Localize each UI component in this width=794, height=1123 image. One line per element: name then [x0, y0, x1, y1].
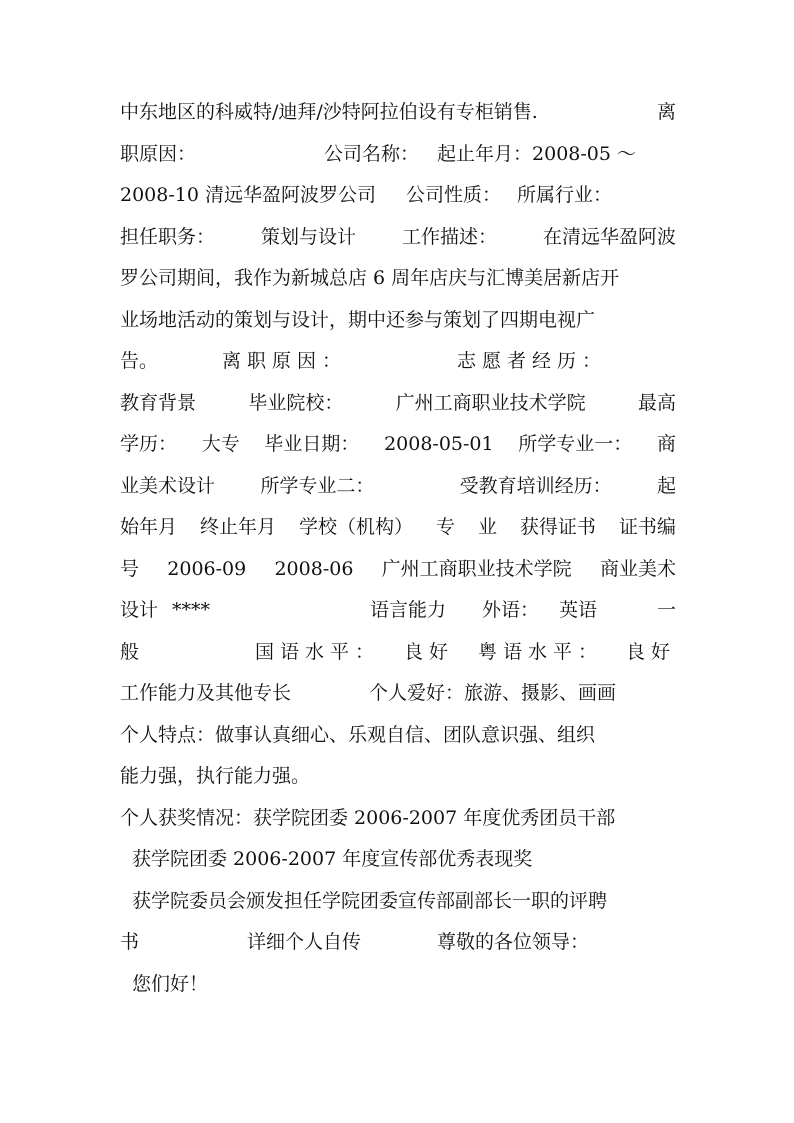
text-line: [120, 300, 676, 342]
text-segment: 终止年月: [199, 516, 276, 538]
text-line: [120, 590, 676, 632]
text-segment: 号: [120, 557, 140, 580]
text-segment: 外语：: [482, 599, 540, 621]
text-segment: 起: [656, 474, 676, 497]
text-segment: 最高: [637, 391, 676, 414]
text-segment: 2008-06: [274, 557, 354, 580]
text-segment: 设计: [120, 599, 159, 621]
text-segment: 工作描述：: [401, 225, 497, 248]
text-line: [120, 881, 676, 923]
text-line: [120, 798, 676, 840]
text-segment: 2006-09: [167, 557, 247, 580]
text-line: [120, 424, 676, 466]
text-segment: 国语水平：: [255, 640, 381, 663]
text-line: [120, 632, 676, 674]
text-line: [120, 217, 676, 259]
text-segment: 个人获奖情况：获学院团委 2006-2007 年度优秀团员干部: [120, 806, 616, 829]
text-segment: 2008-05-01: [384, 433, 494, 455]
text-line: [120, 673, 676, 715]
text-segment: 语言能力: [370, 599, 447, 621]
text-segment: 受教育培训经历：: [459, 474, 612, 497]
text-segment: 尊敬的各位领导：: [437, 931, 590, 953]
text-segment: 中东地区的科威特/迪拜/沙特阿拉伯设有专柜销售.: [120, 101, 538, 123]
text-line: [120, 922, 676, 964]
text-segment: 教育背景: [120, 391, 197, 414]
text-line: [120, 507, 676, 549]
text-segment: 毕业日期：: [264, 433, 360, 455]
text-segment: 离职原因：: [222, 350, 348, 372]
text-segment: 商: [656, 433, 676, 455]
text-segment: 业场地活动的策划与设计，期中还参与策划了四期电视广: [120, 308, 596, 331]
text-segment: 工作能力及其他专长: [120, 682, 292, 704]
text-segment: 般: [120, 640, 140, 663]
text-segment: 获得证书: [519, 516, 596, 538]
text-segment: 业美术设计: [120, 474, 216, 497]
text-line: [120, 341, 676, 383]
text-segment: 大专: [201, 433, 240, 455]
text-segment: 个人爱好：旅游、摄影、画画: [369, 682, 617, 704]
text-segment: 在清远华盈阿波: [542, 225, 676, 248]
text-segment: 2008-10 清远华盈阿波罗公司: [120, 184, 376, 206]
text-segment: 策划与设计: [260, 225, 356, 248]
text-segment: 所学专业二：: [260, 474, 375, 497]
text-segment: 担任职务：: [120, 225, 216, 248]
text-segment: 业: [477, 516, 497, 538]
text-segment: 您们好！: [132, 972, 209, 995]
text-line: [120, 549, 676, 591]
text-segment: 职原因：: [120, 142, 197, 165]
text-line: [120, 92, 676, 134]
text-segment: 公司名称：: [324, 142, 420, 165]
text-segment: 所属行业：: [517, 184, 613, 206]
text-segment: 获学院团委 2006-2007 年度宣传部优秀表现奖: [132, 848, 533, 870]
text-segment: 良好: [404, 640, 455, 663]
text-segment: 获学院委员会颁发担任学院团委宣传部副部长一职的评聘: [132, 889, 608, 912]
text-segment: 专: [435, 516, 455, 538]
text-segment: 广州工商职业技术学院: [381, 557, 572, 580]
text-segment: 毕业院校：: [248, 391, 344, 414]
text-segment: 所学专业一：: [518, 433, 633, 455]
text-segment: 学历：: [120, 433, 178, 455]
text-segment: 粤语水平：: [478, 640, 604, 663]
resume-text-body: [120, 92, 676, 1005]
text-segment: 公司性质：: [406, 184, 502, 206]
text-segment: ****: [172, 599, 211, 621]
text-line: [120, 715, 676, 757]
text-segment: 起止年月：2008-05 ～: [437, 142, 637, 165]
text-line: [120, 175, 676, 217]
text-line: [120, 383, 676, 425]
text-segment: 始年月: [120, 516, 178, 538]
text-line: [120, 134, 676, 176]
text-segment: 能力强，执行能力强。: [120, 765, 311, 787]
text-segment: 书: [120, 931, 140, 953]
text-line: [120, 466, 676, 508]
text-segment: 证书编: [618, 516, 676, 538]
text-segment: 广州工商职业技术学院: [395, 391, 586, 414]
text-segment: 一: [656, 599, 676, 621]
text-segment: 详细个人自传: [247, 931, 362, 953]
text-segment: 英语: [559, 599, 598, 621]
text-segment: 商业美术: [599, 557, 676, 580]
text-line: [120, 756, 676, 798]
text-line: [120, 258, 676, 300]
text-segment: 个人特点：做事认真细心、乐观自信、团队意识强、组织: [120, 723, 596, 746]
text-segment: 离: [656, 101, 676, 123]
text-line: [120, 839, 676, 881]
text-line: [120, 964, 676, 1006]
text-segment: 告。: [120, 350, 159, 372]
text-segment: 学校（机构）: [298, 516, 413, 538]
text-segment: 罗公司期间，我作为新城总店 6 周年店庆与汇博美居新店开: [120, 267, 620, 289]
text-segment: 良好: [625, 640, 676, 663]
text-segment: 志愿者经历：: [457, 350, 608, 372]
